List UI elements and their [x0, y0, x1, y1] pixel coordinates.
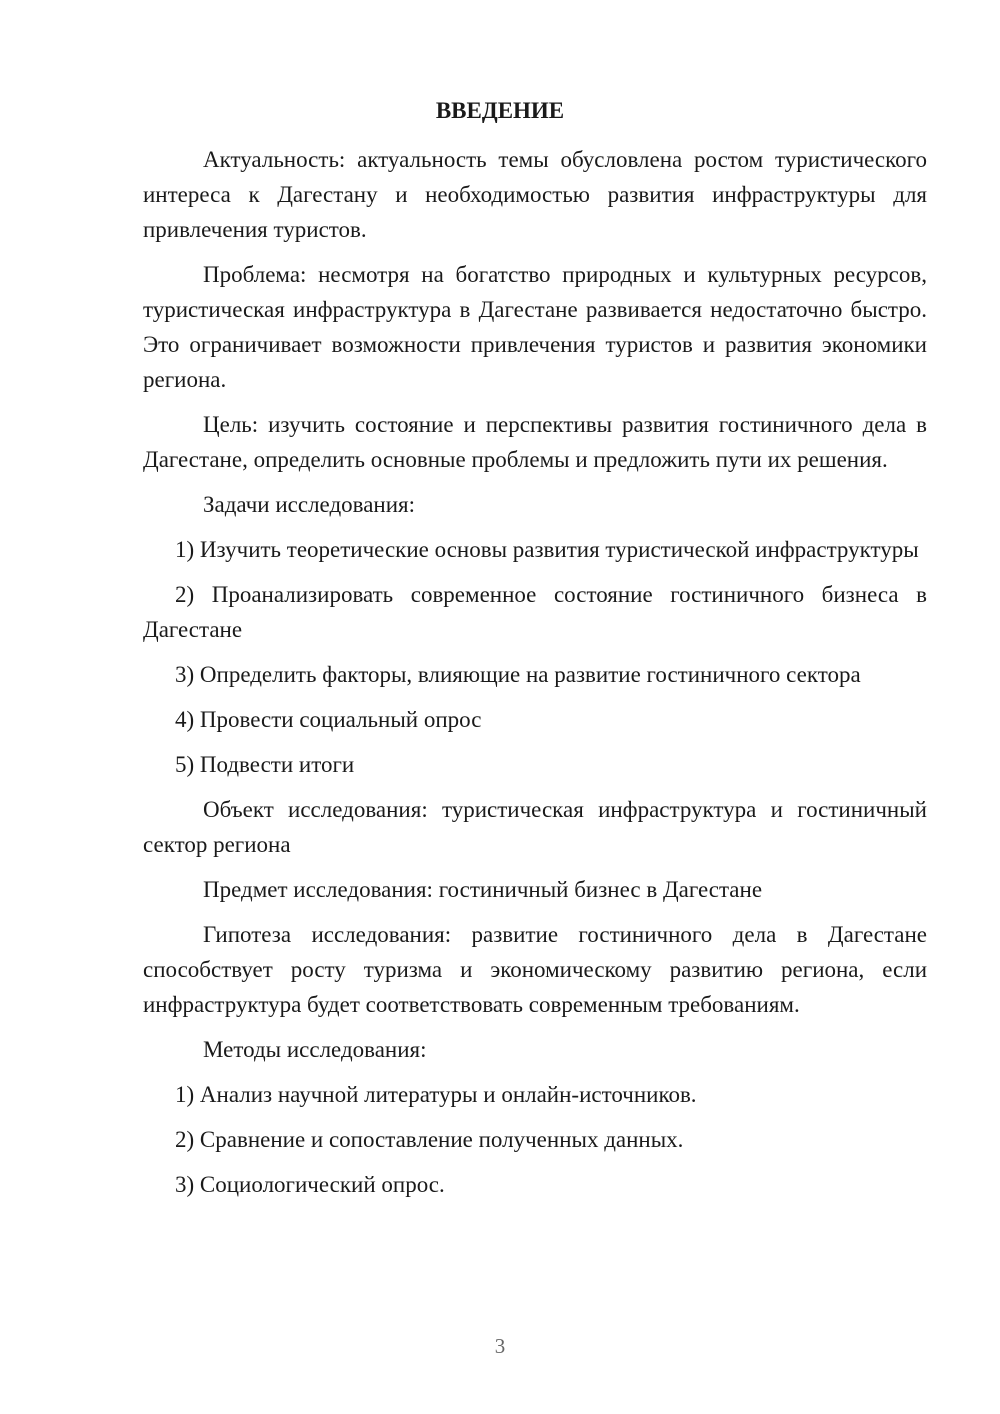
task-item-3: 3) Определить факторы, влияющие на развитие гостиничного сектора: [175, 662, 861, 687]
hypothesis-paragraph: Гипотеза исследования: развитие гостиничного дела в Дагестане способствует росту туризма и экономическому развитию региона, если инфраструктура будет соответствовать современным требованиям.: [143, 922, 927, 1017]
task-item-5: 5) Подвести итоги: [175, 752, 355, 777]
goal-paragraph: Цель: изучить состояние и перспективы развития гостиничного дела в Дагестане, определить основные проблемы и предложить пути их решения.: [143, 412, 927, 472]
methods-title: Методы исследования:: [203, 1037, 427, 1062]
problem-paragraph: Проблема: несмотря на богатство природных и культурных ресурсов, туристическая инфраструктура в Дагестане развивается недостаточно быстро. Это ограничивает возможности привлечения туристов и развития экономики региона.: [143, 262, 927, 392]
task-item-4: 4) Провести социальный опрос: [175, 707, 482, 732]
relevance-paragraph: Актуальность: актуальность темы обусловлена ростом туристического интереса к Дагестану и необходимостью развития инфраструктуры для привлечения туристов.: [143, 147, 927, 242]
object-paragraph: Объект исследования: туристическая инфраструктура и гостиничный сектор региона: [143, 797, 927, 857]
task-item-2: 2) Проанализировать современное состояние гостиничного бизнеса в Дагестане: [143, 582, 927, 642]
page-number: 3: [494, 1334, 506, 1358]
body-text: [143, 142, 927, 1212]
task-item-1: 1) Изучить теоретические основы развития туристической инфраструктуры: [175, 537, 919, 562]
method-item-1: 1) Анализ научной литературы и онлайн-источников.: [175, 1082, 697, 1107]
method-item-3: 3) Социологический опрос.: [175, 1172, 445, 1197]
tasks-title: Задачи исследования:: [203, 492, 416, 517]
section-heading: ВВЕДЕНИЕ: [435, 98, 565, 123]
method-item-2: 2) Сравнение и сопоставление полученных данных.: [175, 1127, 684, 1152]
subject-paragraph: Предмет исследования: гостиничный бизнес в Дагестане: [203, 877, 763, 902]
